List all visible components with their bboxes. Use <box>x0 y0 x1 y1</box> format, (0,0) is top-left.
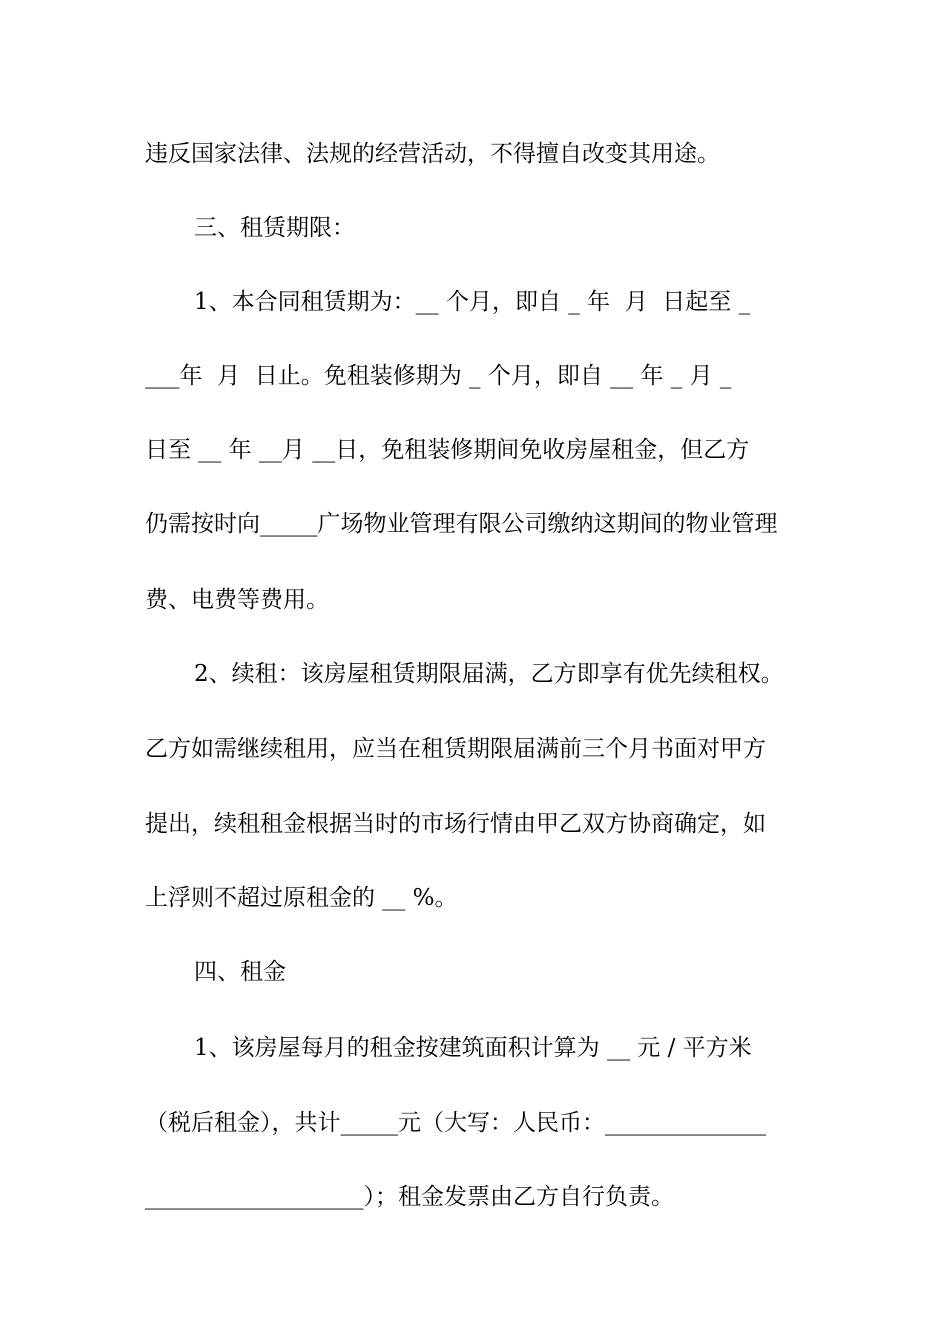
paragraph-line: 1、本合同租赁期为：__ 个月，即自 _ 年 月 日起至 _ <box>194 289 751 315</box>
paragraph-line: 1、该房屋每月的租金按建筑面积计算为 __ 元 / 平方米 <box>194 1035 752 1061</box>
paragraph-line: 费、电费等费用。 <box>145 587 329 613</box>
paragraph-line: 上浮则不超过原租金的 __ %。 <box>145 885 458 911</box>
paragraph-line: 2、续租：该房屋租赁期限届满，乙方即享有优先续租权。 <box>194 661 784 687</box>
paragraph-line: 乙方如需继续租用，应当在租赁期限届满前三个月书面对甲方 <box>145 736 766 762</box>
paragraph-line: 提出，续租租金根据当时的市场行情由甲乙双方协商确定，如 <box>145 811 766 837</box>
paragraph-line: ___________________）；租金发票由乙方自行负责。 <box>145 1184 674 1210</box>
section-heading-lease-term: 三、租赁期限： <box>194 215 355 241</box>
paragraph-line: 仍需按时向_____广场物业管理有限公司缴纳这期间的物业管理 <box>145 511 778 537</box>
paragraph-line: 日至 __ 年 __月 __日，免租装修期间免收房屋租金，但乙方 <box>145 437 750 463</box>
paragraph-line: （税后租金），共计_____元（大写：人民币：______________ <box>145 1110 766 1136</box>
paragraph-line: ___年 月 日止。免租装修期为 _ 个月，即自 __ 年 _ 月 _ <box>145 363 732 389</box>
section-heading-rent: 四、租金 <box>194 959 286 985</box>
paragraph-line: 违反国家法律、法规的经营活动，不得擅自改变其用途。 <box>145 141 720 167</box>
